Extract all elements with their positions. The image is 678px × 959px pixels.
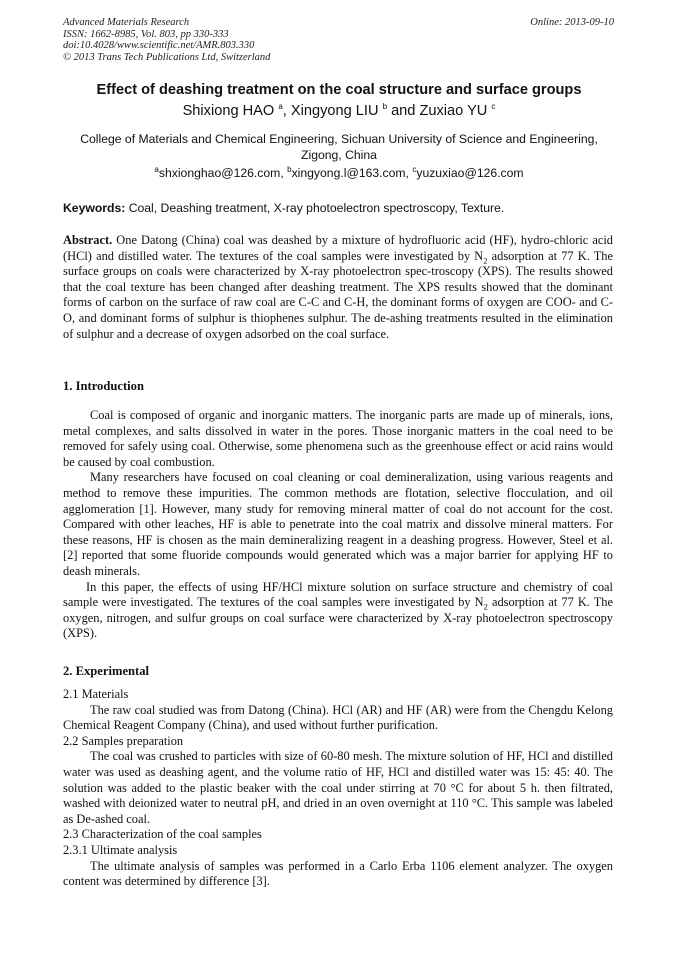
subscript: 2	[483, 255, 488, 266]
subsection-heading: 2.3.1 Ultimate analysis	[63, 842, 178, 857]
author-list	[0, 103, 678, 119]
paper-title: Effect of deashing treatment on the coal structure and surface groups	[96, 82, 582, 98]
subsection-heading: 2.1 Materials	[63, 687, 129, 701]
author-name: , Xingyong LIU	[282, 103, 379, 119]
introduction-body	[63, 408, 613, 642]
keywords	[63, 201, 504, 215]
email-address: yuzuxiao@126.com	[416, 166, 524, 180]
paragraph: The coal was crushed to particles with size of 60-80 mesh. The mixture solution of HF, HCl and distilled water was used as deashing agent, and the volume ratio of HF, HCl and distilled water was 15: 45: 40. The solution was added to the plastic beaker with the coal under stirring at 70 °C for about 5 h. then filtrated, washed with deionized water to neutral pH, and dried in an oven overnight at 110 °C. This sample was labeled as De-ashed coal.	[63, 749, 613, 826]
author-name: and Zuxiao YU	[387, 103, 488, 119]
online-date: Online: 2013-09-10	[530, 17, 614, 28]
paragraph-text: In this paper, the effects of using HF/HCl mixture solution on surface structure and chemistry of coal sample were investigated. The textures of the coal samples were investigated by N	[63, 579, 613, 610]
subsection-heading: 2.2 Samples preparation	[63, 733, 184, 748]
email-mark: a	[154, 164, 159, 174]
abstract-label: Abstract.	[63, 233, 113, 247]
email-mark: c	[412, 164, 417, 174]
author-mark: c	[491, 102, 496, 112]
paragraph-text: adsorption at 77 K. The oxygen, nitrogen, and sulfur groups on coal surface were characterized by X-ray photoelectron spectroscopy (XPS).	[63, 595, 614, 641]
email-address: xingyong.l@163.com,	[291, 166, 413, 180]
doi-line: doi:10.4028/www.scientific.net/AMR.803.330	[63, 40, 255, 51]
experimental-body	[63, 687, 613, 890]
keywords-label: Keywords:	[63, 201, 126, 215]
subscript: 2	[483, 601, 488, 612]
abstract	[63, 233, 613, 342]
copyright-line: © 2013 Trans Tech Publications Ltd, Switzerland	[63, 51, 271, 63]
keywords-text: Coal, Deashing treatment, X-ray photoelectron spectroscopy, Texture.	[125, 201, 505, 215]
paragraph: The raw coal studied was from Datong (China). HCl (AR) and HF (AR) were from the Chengdu Kelong Chemical Reagent Company (China), and used without further purification.	[63, 702, 613, 733]
abstract-text: adsorption at 77 K. The surface groups on coals were characterized by X-ray photoelectron spec-troscopy (XPS). The results showed that the coal texture has been changed after deashing treatment. The XPS results showed that the dominant forms of carbon on the surface of raw coal are C-C and C-H, the dominant forms of oxygen are COO- and C-O, and dominant forms of sulphur is thiophenes sulphur. The de-ashing treatments resulted in the elimination of sulphur and a decrease of oxygen adsorbed on the coal surface.	[63, 248, 614, 341]
author-mark: a	[278, 102, 283, 112]
section-heading-experimental: 2. Experimental	[63, 664, 150, 678]
affiliation: College of Materials and Chemical Engineering, Sichuan University of Science and Engineering, Zigong, China	[80, 132, 598, 162]
paragraph: Many researchers have focused on coal cleaning or coal demineralization, using various reagents and method to remove these impurities. The common methods are flotation, selective flocculation, and oil agglomeration [1]. However, many study for removing mineral matter of coal do not account for the cost. Compared with other leaches, HF is able to penetrate into the coal matrix and dissolve mineral matters. For these reasons, HF is chosen as the main demineralizing reagent in a deashing progress. However, Steel et al.[2] reported that some fluoride compounds would generated which was a major barrier for applying HF to deash minerals.	[63, 470, 613, 578]
paragraph: The ultimate analysis of samples was performed in a Carlo Erba 1106 element analyzer. The oxygen content was determined by difference [3].	[63, 858, 613, 889]
paragraph	[63, 580, 613, 642]
issn-line: ISSN: 1662-8985, Vol. 803, pp 330-333	[63, 28, 229, 40]
abstract-text: One Datong (China) coal was deashed by a mixture of hydrofluoric acid (HF), hydro-chloric acid (HCl) and distilled water. The textures of the coal samples were investigated by N	[63, 233, 613, 263]
journal-name: Advanced Materials Research	[63, 17, 190, 28]
author-name: Shixiong HAO	[182, 103, 275, 119]
email-list	[0, 166, 678, 180]
subsection-heading: 2.3 Characterization of the coal samples	[63, 827, 262, 842]
section-heading-introduction: 1. Introduction	[63, 379, 144, 393]
author-mark: b	[382, 102, 388, 112]
email-address: shxionghao@126.com,	[158, 166, 288, 180]
paragraph: Coal is composed of organic and inorganic matters. The inorganic parts are made up of minerals, ions, metal complexes, and salts dissolved in water in the pores. Those inorganic matters in the coal need to be removed for safely using coal. Otherwise, some phenomena such as the greenhouse effect or acid rains would be caused by coal combustion.	[63, 408, 613, 469]
email-mark: b	[287, 164, 292, 174]
